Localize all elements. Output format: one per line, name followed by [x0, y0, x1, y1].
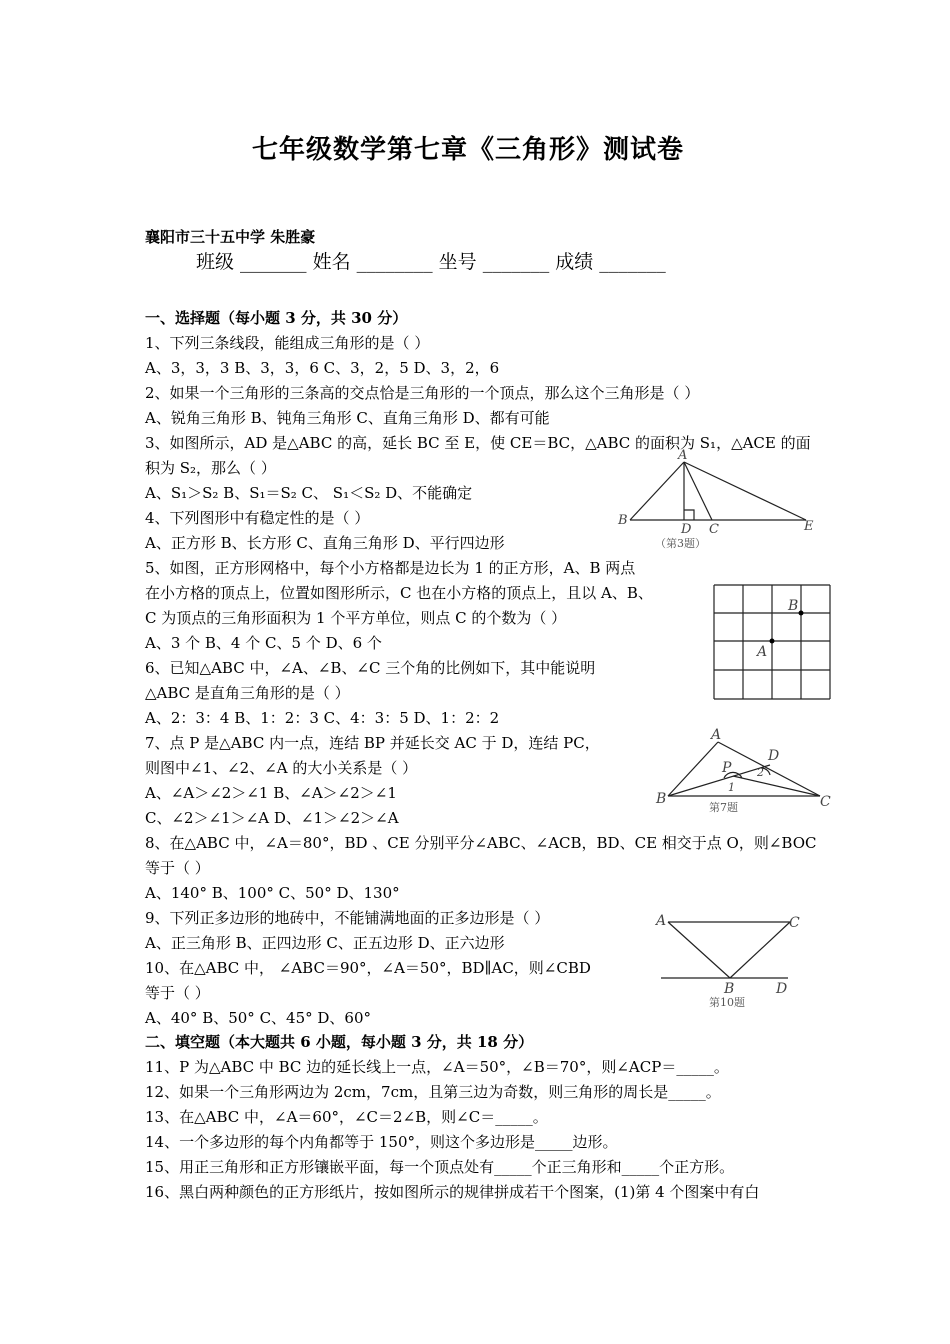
question-line: 2、如果一个三角形的三条高的交点恰是三角形的一个顶点，那么这个三角形是（ ） — [145, 384, 700, 402]
fig3-label-c: C — [709, 522, 719, 537]
question-line: 16、黑白两种颜色的正方形纸片，按如图所示的规律拼成若干个图案，(1)第 4 个图案中有白 — [145, 1183, 760, 1201]
fig7-label-b: B — [656, 791, 667, 807]
fig3-caption: （第3题） — [655, 537, 706, 550]
question-line: 1、下列三条线段，能组成三角形的是（ ） — [145, 334, 430, 352]
fig3-label-e: E — [804, 519, 814, 534]
fig7-caption: 第7题 — [709, 801, 738, 814]
section-heading-choice: 一、选择题（每小题 3 分，共 30 分） — [145, 309, 408, 327]
question-line: 6、已知△ABC 中，∠A、∠B、∠C 三个角的比例如下，其中能说明 — [145, 659, 596, 677]
question-line: 10、在△ABC 中， ∠ABC＝90°，∠A＝50°，BD∥AC，则∠CBD — [145, 959, 591, 977]
question-line: 13、在△ABC 中，∠A＝60°，∠C＝2∠B，则∠C＝_____。 — [145, 1108, 548, 1126]
author-line: 襄阳市三十五中学 朱胜豪 — [145, 228, 316, 246]
fig3-label-a: A — [678, 448, 688, 463]
question-line: A、∠A＞∠2＞∠1 B、∠A＞∠2＞∠1 — [145, 784, 397, 802]
question-line: 积为 S₂，那么（ ） — [145, 459, 276, 477]
section-heading-fill-in: 二、填空题（本大题共 6 小题，每小题 3 分，共 18 分） — [145, 1033, 534, 1051]
question-line: A、140° B、100° C、50° D、130° — [145, 884, 400, 902]
fig10-caption: 第10题 — [709, 996, 745, 1009]
question-line: A、40° B、50° C、45° D、60° — [145, 1009, 372, 1027]
fig7-label-a: A — [711, 727, 722, 743]
question-line: A、锐角三角形 B、钝角三角形 C、直角三角形 D、都有可能 — [145, 409, 550, 427]
question-line: 15、用正三角形和正方形镶嵌平面，每一个顶点处有_____个正三角形和_____个正方形。 — [145, 1158, 735, 1176]
question-line: A、3 个 B、4 个 C、5 个 D、6 个 — [145, 634, 382, 652]
question-line: A、S₁＞S₂ B、S₁＝S₂ C、 S₁＜S₂ D、不能确定 — [145, 484, 473, 502]
question-line: 4、下列图形中有稳定性的是（ ） — [145, 509, 370, 527]
question-line: 5、如图，正方形网格中，每个小方格都是边长为 1 的正方形，A、B 两点 — [145, 559, 636, 577]
question-line: 11、P 为△ABC 中 BC 边的延长线上一点，∠A＝50°，∠B＝70°，则∠ACP＝_____。 — [145, 1058, 729, 1076]
question-line: A、2：3：4 B、1：2：3 C、4：3：5 D、1：2：2 — [145, 709, 500, 727]
question-line: 等于（ ） — [145, 984, 210, 1002]
fig10-label-c: C — [789, 915, 800, 931]
fig3-label-b: B — [618, 513, 628, 528]
question-line: 12、如果一个三角形两边为 2cm，7cm，且第三边为奇数，则三角形的周长是_____。 — [145, 1083, 721, 1101]
fig7-label-angle2: 2 — [757, 766, 764, 779]
fig10-label-b: B — [724, 981, 735, 997]
fig7-label-c: C — [820, 794, 831, 810]
fig7-label-d: D — [768, 748, 780, 764]
page-title: 七年级数学第七章《三角形》测试卷 — [252, 135, 685, 165]
question-line: 7、点 P 是△ABC 内一点，连结 BP 并延长交 AC 于 D，连结 PC， — [145, 734, 600, 752]
fig5-label-a: A — [757, 644, 768, 660]
question-line: 8、在△ABC 中，∠A＝80°，BD 、CE 分别平分∠ABC、∠ACB，BD、CE 相交于点 O，则∠BOC — [145, 834, 817, 852]
question-line: A、正方形 B、长方形 C、直角三角形 D、平行四边形 — [145, 534, 505, 552]
fig7-label-p: P — [722, 760, 732, 776]
question-line: C 为顶点的三角形面积为 1 个平方单位，则点 C 的个数为（ ） — [145, 609, 567, 627]
fig7-label-angle1: 1 — [728, 781, 735, 794]
fig5-label-b: B — [788, 598, 799, 614]
fig3-label-d: D — [681, 522, 692, 537]
question-line: 14、一个多边形的每个内角都等于 150°，则这个多边形是_____边形。 — [145, 1133, 618, 1151]
fig10-label-d: D — [776, 981, 788, 997]
student-info-line: 班级 _______ 姓名 ________ 坐号 _______ 成绩 _______ — [196, 251, 666, 273]
question-line: 则图中∠1、∠2、∠A 的大小关系是（ ） — [145, 759, 418, 777]
question-line: 3、如图所示，AD 是△ABC 的高，延长 BC 至 E，使 CE＝BC，△ABC 的面积为 S₁，△ACE 的面 — [145, 434, 811, 452]
question-line: △ABC 是直角三角形的是（ ） — [145, 684, 350, 702]
question-line: 在小方格的顶点上，位置如图形所示，C 也在小方格的顶点上，且以 A、B、 — [145, 584, 653, 602]
question-line: 9、下列正多边形的地砖中，不能铺满地面的正多边形是（ ） — [145, 909, 550, 927]
question-line: A、3，3，3 B、3，3，6 C、3，2，5 D、3，2，6 — [145, 359, 500, 377]
question-line: 等于（ ） — [145, 859, 210, 877]
question-line: A、正三角形 B、正四边形 C、正五边形 D、正六边形 — [145, 934, 505, 952]
question-line: C、∠2＞∠1＞∠A D、∠1＞∠2＞∠A — [145, 809, 399, 827]
fig10-label-a: A — [656, 913, 667, 929]
